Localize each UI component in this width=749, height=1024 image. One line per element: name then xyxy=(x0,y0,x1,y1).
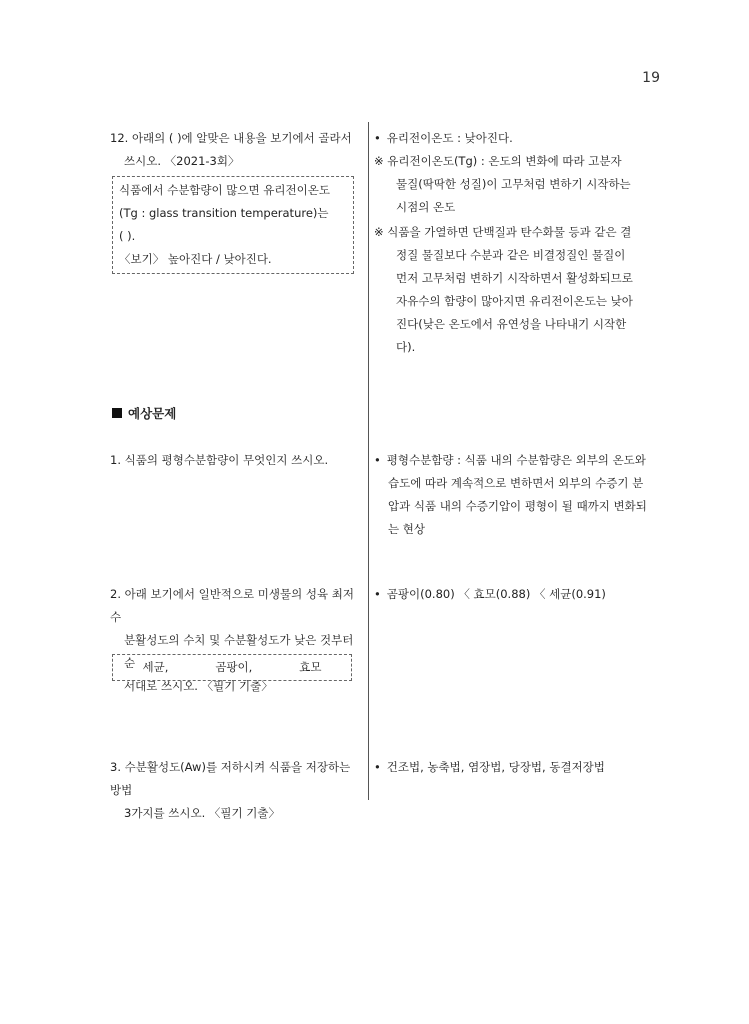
q12-question-line1: 12. 아래의 ( )에 알맞은 내용을 보기에서 골라서 xyxy=(110,131,352,145)
choice-bacteria: 세균, xyxy=(142,660,169,674)
bullet-icon xyxy=(374,760,387,774)
e3-answer xyxy=(374,756,636,779)
e3-question-line2: 3가지를 쓰시오. 〈필기 기출〉 xyxy=(124,806,281,820)
e1-question: 1. 식품의 평형수분함량이 무엇인지 쓰시오. xyxy=(110,453,329,467)
page-number: 19 xyxy=(642,70,660,86)
q12-answer-block xyxy=(374,127,636,359)
q12-box-line4: 〈보기〉 높아진다 / 낮아진다. xyxy=(119,252,272,266)
q12-box-line1: 식품에서 수분함량이 많으면 유리전이온도 xyxy=(119,183,330,197)
e2-question-line2: 분활성도의 수치 및 수분활성도가 낮은 것부터 순 xyxy=(124,633,354,670)
choice-mold: 곰팡이, xyxy=(215,660,253,674)
e2-answer-text: 곰팡이(0.80) 〈 효모(0.88) 〈 세균(0.91) xyxy=(386,587,606,601)
e1-answer-text: 평형수분함량 : 식품 내의 수분함량은 외부의 온도와 습도에 따라 계속적으로 변하면서 외부의 수증기 분압과 식품 내의 수증기압이 평형이 될 때까지 변화되는 현상 xyxy=(386,453,647,536)
e3-question xyxy=(110,756,362,825)
e2-question-line1: 2. 아래 보기에서 일반적으로 미생물의 성육 최저 수 xyxy=(110,587,354,624)
e2-answer xyxy=(374,583,636,606)
q12-note1: ※ 유리전이온도(Tg) : 온도의 변화에 따라 고분자 물질(딱딱한 성질)이 고무처럼 변하기 시작하는 시점의 온도 xyxy=(374,154,631,214)
section-heading xyxy=(112,404,176,422)
square-bullet-icon xyxy=(112,408,122,418)
bullet-icon xyxy=(374,453,387,467)
q12-question-line2: 쓰시오. 〈2021-3회〉 xyxy=(124,154,240,168)
e1-answer xyxy=(374,449,650,541)
q12-box-line2: (Tg : glass transition temperature)는 xyxy=(119,206,329,220)
bullet-icon xyxy=(374,587,387,601)
e3-answer-text: 건조법, 농축법, 염장법, 당장법, 동결저장법 xyxy=(386,760,605,774)
q12-box-line3: ( ). xyxy=(119,229,136,243)
section-heading-text: 예상문제 xyxy=(128,406,177,421)
e2-choices-box xyxy=(112,654,352,681)
e2-question-line3: 서대로 쓰시오. 〈필기 기출〉 xyxy=(124,679,273,693)
q12-example-box xyxy=(112,176,354,274)
column-divider xyxy=(368,122,369,800)
e3-question-line1: 3. 수분활성도(Aw)를 저하시켜 식품을 저장하는 방법 xyxy=(110,760,351,797)
q12-note2: ※ 식품을 가열하면 단백질과 탄수화물 등과 같은 결정질 물질보다 수분과 같은 비결정질인 물질이 먼저 고무처럼 변하기 시작하면서 활성화되므로 자유수의 함량이 많아지면 유리전이온도는 낮아진다(낮은 온도에서 유연성을 나타내기 시작한다). xyxy=(374,225,633,354)
q12-question xyxy=(110,127,362,173)
choice-yeast: 효모 xyxy=(299,660,322,674)
q12-answer: • 유리전이온도 : 낮아진다. xyxy=(374,127,636,150)
